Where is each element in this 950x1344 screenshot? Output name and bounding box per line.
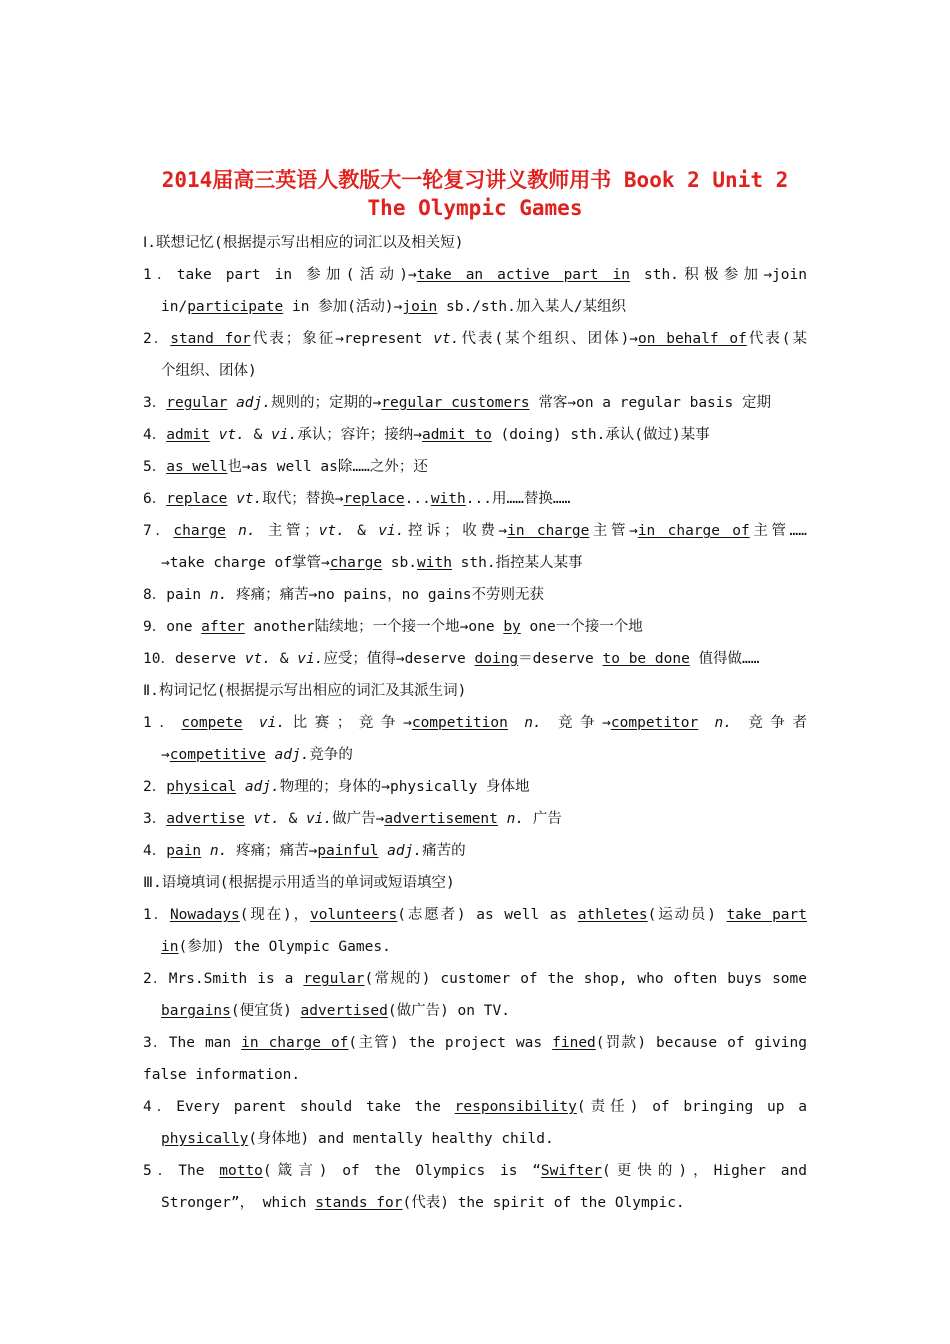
answer-text: bargains — [161, 1003, 231, 1019]
line-text: 2． — [143, 331, 171, 347]
answer-text: charge — [173, 523, 226, 539]
answer-text: with — [430, 491, 466, 507]
answer-text: athletes — [577, 907, 648, 923]
line-text: 承认；容许；接纳→ — [297, 427, 422, 443]
text-line — [143, 872, 807, 894]
line-text: 主管； — [255, 523, 319, 539]
line-text: 代表(某 — [746, 331, 807, 347]
line-text: vt. — [318, 523, 345, 539]
line-text: → — [161, 747, 170, 763]
answer-text: competition — [411, 715, 508, 731]
answer-text: in — [161, 939, 179, 955]
text-line — [161, 360, 807, 382]
line-text: 主管→ — [589, 523, 638, 539]
line-text: 比赛；竞争→ — [285, 715, 412, 731]
text-line — [143, 424, 807, 446]
text-line — [143, 1032, 807, 1054]
line-text: (志愿者) as well as — [397, 907, 578, 923]
line-text: sth.指控某人某事 — [451, 555, 583, 571]
line-text: vi. — [258, 715, 286, 731]
answer-text: admit to — [421, 427, 492, 443]
title-line-1: 2014届高三英语人教版大一轮复习讲义教师用书 Book 2 Unit 2 — [161, 168, 789, 192]
line-text: in 参加(活动)→ — [283, 299, 403, 315]
answer-text: stands for — [315, 1195, 403, 1211]
line-text: 主管…… — [749, 523, 807, 539]
line-text: & — [271, 651, 298, 667]
line-text: ＝deserve — [518, 651, 603, 667]
line-text — [227, 395, 236, 411]
line-text — [508, 715, 524, 731]
line-text — [227, 491, 236, 507]
line-text: 广告 — [524, 811, 562, 827]
line-text — [226, 523, 238, 539]
text-line — [143, 904, 807, 926]
line-text: adj. — [387, 843, 423, 859]
line-text: (参加) the Olympic Games. — [178, 939, 391, 955]
answer-text: physical — [166, 779, 237, 795]
line-text: (运动员) — [647, 907, 727, 923]
line-text: 3． — [143, 811, 167, 827]
text-line — [143, 648, 807, 670]
line-text: 痛苦的 — [422, 843, 466, 859]
line-text: 2． — [143, 779, 167, 795]
line-text: & — [344, 523, 379, 539]
text-line — [143, 392, 807, 414]
answer-text: as well — [166, 459, 228, 475]
answer-text: regular customers — [381, 395, 530, 411]
line-text: 2．Mrs.Smith is a — [143, 971, 304, 987]
line-text: 规则的；定期的→ — [271, 395, 382, 411]
answer-text: pain — [166, 843, 202, 859]
answer-text: by — [503, 619, 521, 635]
answer-text: painful — [317, 843, 379, 859]
line-text: 竞争的 — [309, 747, 353, 763]
text-line — [161, 552, 807, 574]
answer-text: responsibility — [454, 1099, 577, 1115]
line-text: 1． — [143, 907, 170, 923]
answer-text: regular — [166, 395, 228, 411]
answer-text: on behalf of — [638, 331, 747, 347]
line-text — [201, 843, 210, 859]
answer-text: physically — [161, 1131, 249, 1147]
text-line — [143, 584, 807, 606]
text-line — [143, 840, 807, 862]
line-text: 做广告→ — [332, 811, 385, 827]
line-text: sb. — [382, 555, 417, 571]
line-text — [236, 779, 245, 795]
line-text: 值得做…… — [689, 651, 760, 667]
answer-text: advertise — [166, 811, 245, 827]
line-text: 1． — [143, 715, 182, 731]
answer-text: after — [201, 619, 245, 635]
line-text: vi. — [305, 811, 333, 827]
line-text: (代表) the spirit of the Olympic. — [402, 1195, 685, 1211]
line-text — [498, 811, 507, 827]
line-text: & — [244, 427, 272, 443]
answer-text: Swifter — [540, 1163, 603, 1179]
line-text: n. — [209, 843, 228, 859]
line-text: (身体地) and mentally healthy child. — [248, 1131, 554, 1147]
text-line — [143, 616, 807, 638]
line-text: vt. — [218, 427, 245, 443]
text-line — [143, 1160, 807, 1182]
line-text: n. — [238, 523, 256, 539]
line-text: (便宜货) — [230, 1003, 301, 1019]
line-text: n. — [506, 811, 525, 827]
line-text — [243, 715, 259, 731]
answer-text: competitive — [169, 747, 266, 763]
line-text: vt. — [433, 331, 460, 347]
line-text: (责任) of bringing up a — [576, 1099, 807, 1115]
line-text: vt. — [244, 651, 272, 667]
line-text: 代表(某个组织、团体)→ — [459, 331, 639, 347]
line-text: (罚款) because of giving — [595, 1035, 807, 1051]
line-text: 5． — [143, 459, 167, 475]
line-text: 代表；象征→represent — [250, 331, 434, 347]
answer-text: charge — [329, 555, 383, 571]
text-line — [143, 1096, 807, 1118]
answer-text: admit — [166, 427, 210, 443]
answer-text: replace — [166, 491, 228, 507]
text-line — [161, 1128, 807, 1150]
title-line-2: The Olympic Games — [367, 196, 583, 220]
text-line — [161, 936, 807, 958]
text-line — [143, 456, 807, 478]
answer-text: take an active part in — [416, 267, 630, 283]
line-text: one一个接一个地 — [520, 619, 643, 635]
line-text: in/ — [161, 299, 188, 315]
line-text: (更快的)，Higher and — [602, 1163, 807, 1179]
line-text: adj. — [236, 395, 271, 411]
text-line — [143, 328, 807, 350]
text-line — [143, 808, 807, 830]
line-text: vi. — [378, 523, 405, 539]
answer-text: Nowadays — [169, 907, 240, 923]
line-text — [378, 843, 387, 859]
line-text — [698, 715, 714, 731]
line-text: 疼痛；痛苦→no pains，no gains不劳则无获 — [227, 587, 544, 603]
line-text: 5．The — [143, 1163, 220, 1179]
line-text: 控诉；收费→ — [404, 523, 508, 539]
line-text: 疼痛；痛苦→ — [227, 843, 318, 859]
answer-text: regular — [303, 971, 365, 987]
line-text: 3． — [143, 395, 167, 411]
answer-text: competitor — [610, 715, 699, 731]
text-line — [143, 1064, 807, 1086]
text-line — [161, 296, 807, 318]
answer-text: with — [417, 555, 452, 571]
line-text: 4．Every parent should take the — [143, 1099, 455, 1115]
line-text: 9．one — [143, 619, 202, 635]
text-line — [143, 712, 807, 734]
line-text: →take charge of掌管→ — [161, 555, 330, 571]
answer-text: fined — [552, 1035, 596, 1051]
answer-text: motto — [219, 1163, 263, 1179]
line-text: sth.积极参加→join — [629, 267, 807, 283]
line-text: 7． — [143, 523, 174, 539]
line-text: (做广告) on TV. — [387, 1003, 510, 1019]
line-text: 应受；值得→deserve — [323, 651, 475, 667]
line-text: vi. — [297, 651, 324, 667]
line-text: & — [279, 811, 306, 827]
line-text: 10．deserve — [143, 651, 245, 667]
line-text: Ⅲ.语境填词(根据提示用适当的单词或短语填空) — [143, 875, 455, 891]
text-line — [143, 488, 807, 510]
line-text — [266, 747, 275, 763]
line-text: vt. — [236, 491, 263, 507]
line-text: (箴言) of the Olympics is “ — [262, 1163, 541, 1179]
line-text: adj. — [274, 747, 310, 763]
answer-text: doing — [474, 651, 519, 667]
text-line — [143, 968, 807, 990]
answer-text: participate — [187, 299, 284, 315]
line-text: another陆续地；一个接一个地→one — [244, 619, 504, 635]
text-line — [143, 232, 807, 254]
line-text: false information. — [143, 1067, 301, 1083]
line-text — [245, 811, 254, 827]
line-text: Ⅰ.联想记忆(根据提示写出相应的词汇以及相关短) — [143, 235, 464, 251]
text-line — [161, 744, 807, 766]
line-text: 取代；替换→ — [262, 491, 344, 507]
text-line — [143, 264, 807, 286]
answer-text: advertisement — [384, 811, 498, 827]
line-text: adj. — [244, 779, 280, 795]
line-text: Ⅱ.构词记忆(根据提示写出相应的词汇及其派生词) — [143, 683, 467, 699]
line-text: 物理的；身体的→physically 身体地 — [279, 779, 530, 795]
answer-text: in charge — [507, 523, 590, 539]
line-text: sb./sth.加入某人/某组织 — [437, 299, 627, 315]
answer-text: to be done — [602, 651, 690, 667]
answer-text: join — [402, 299, 438, 315]
text-line — [161, 1000, 807, 1022]
line-text: n. — [714, 715, 733, 731]
line-text: 常客→on a regular basis 定期 — [529, 395, 771, 411]
line-text: 3．The man — [143, 1035, 242, 1051]
text-line — [143, 680, 807, 702]
line-text: 竞争→ — [541, 715, 611, 731]
line-text: 6． — [143, 491, 167, 507]
line-text: 也→as well as除……之外；还 — [227, 459, 428, 475]
line-text: ...用……替换…… — [465, 491, 571, 507]
answer-text: compete — [181, 715, 243, 731]
text-line — [161, 1192, 807, 1214]
line-text: vi. — [271, 427, 298, 443]
line-text: ... — [404, 491, 431, 507]
line-text: n. — [209, 587, 228, 603]
line-text: n. — [524, 715, 542, 731]
answer-text: take part — [726, 907, 807, 923]
line-text: 个组织、团体) — [161, 363, 257, 379]
answer-text: stand for — [170, 331, 251, 347]
line-text — [210, 427, 219, 443]
answer-text: in charge of — [241, 1035, 349, 1051]
line-text: (doing) sth.承认(做过)某事 — [491, 427, 710, 443]
line-text: Stronger”， which — [161, 1195, 316, 1211]
answer-text: volunteers — [309, 907, 398, 923]
line-text: 竞争者 — [732, 715, 807, 731]
line-text: 4． — [143, 843, 167, 859]
text-line — [143, 776, 807, 798]
line-text: (现在)， — [239, 907, 310, 923]
answer-text: in charge of — [637, 523, 750, 539]
answer-text: advertised — [300, 1003, 388, 1019]
line-text: 8．pain — [143, 587, 210, 603]
line-text: 4． — [143, 427, 167, 443]
line-text: vt. — [253, 811, 280, 827]
line-text: (常规的) customer of the shop, who often buys some — [364, 971, 807, 987]
line-text: 1．take part in 参加(活动)→ — [143, 267, 417, 283]
answer-text: replace — [343, 491, 405, 507]
text-line — [143, 520, 807, 542]
line-text: (主管) the project was — [348, 1035, 553, 1051]
